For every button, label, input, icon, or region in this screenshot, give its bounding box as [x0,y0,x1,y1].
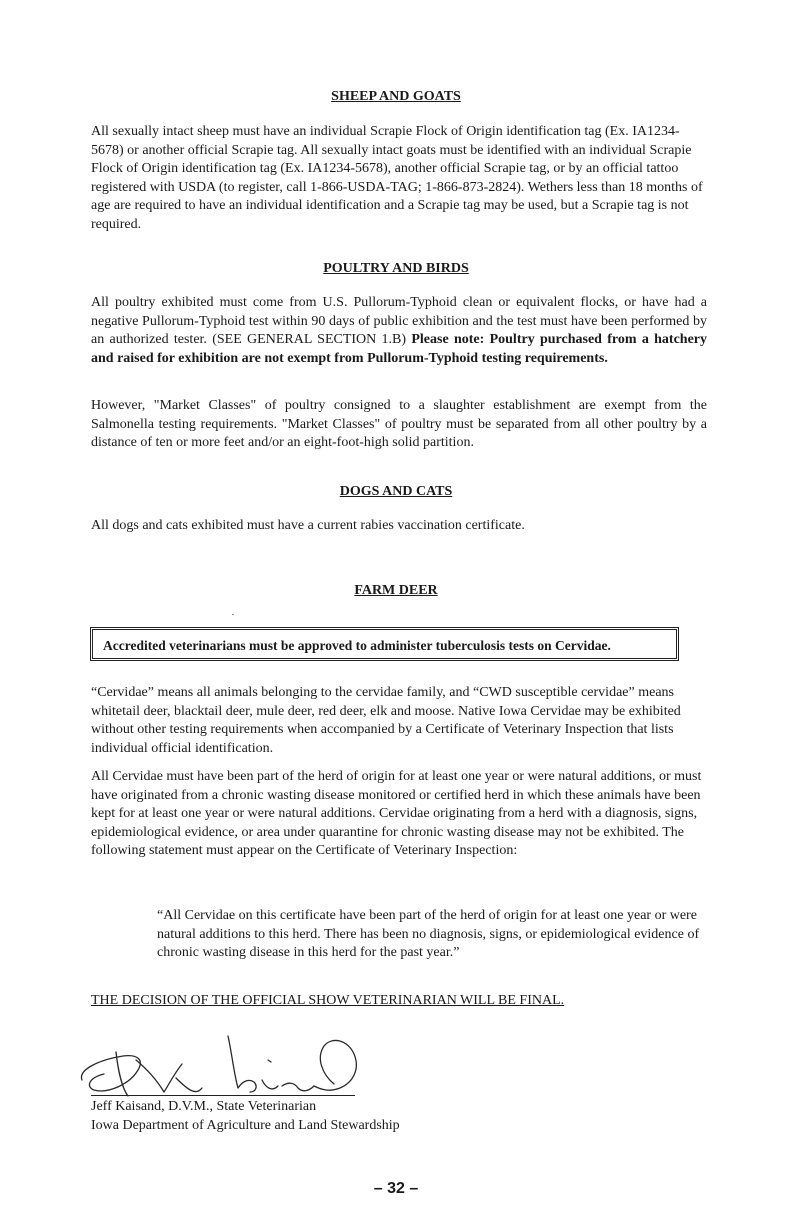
veterinarian-notice-box [90,627,679,661]
signer-name-title: Jeff Kaisand, D.V.M., State Veterinarian [91,1099,317,1114]
dogs-cats-paragraph: All dogs and cats exhibited must have a current rabies vaccination certificate. [91,518,525,533]
farm-deer-paragraph-2: All Cervidae must have been part of the herd of origin for at least one year or were natural additions, or must have originated from a chronic wasting disease monitored or certified herd in which these animals have been kept for at least one year or were natural additions. Cervidae originating from a herd with a diagnosis, signs, epidemiological evidence, or area under quarantine for chronic wasting disease may not be exhibited. The following statement must appear on the Certificate of Veterinary Inspection: [91,769,702,859]
final-decision-statement: THE DECISION OF THE OFFICIAL SHOW VETERINARIAN WILL BE FINAL. [91,993,565,1008]
poultry-paragraph-1-text: All poultry exhibited must come from U.S. Pullorum-Typhoid clean or equivalent flocks, or have had a negative Pullorum-Typhoid test within 90 days of public exhibition and the test must have been performed by an authorized tester. (SEE GENERAL SECTION 1.B) [91,295,707,348]
poultry-note-bold: Please note: Poultry purchased from a hatchery and raised for exhibition are not exempt from Pullorum-Typhoid testing requirements. [91,332,707,366]
section-title-farm-deer: FARM DEER [354,583,438,598]
farm-deer-paragraph-1: “Cervidae” means all animals belonging to the cervidae family, and “CWD susceptible cervidae” means whitetail deer, blacktail deer, mule deer, red deer, elk and moose. Native Iowa Cervidae may be exhibited without other testing requirements when accompanied by a Certificate of Veterinary Inspection that lists individual official identification. [91,685,681,756]
poultry-paragraph-1 [91,294,707,368]
signer-department: Iowa Department of Agriculture and Land Stewardship [91,1117,400,1133]
signer-block [91,1098,400,1135]
signature-line [91,1095,355,1096]
section-title-sheep-goats: SHEEP AND GOATS [331,89,461,104]
section-title-dogs-cats: DOGS AND CATS [339,484,453,499]
page-number: – 32 – [373,1180,419,1197]
poultry-paragraph-2: However, "Market Classes" of poultry consigned to a slaughter establishment are exempt from the Salmonella testing requirements. "Market Classes" of poultry must be separated from all other poultry by a distance of ten or more feet and/or an eight-foot-high solid partition. [91,398,707,451]
stray-mark [232,614,234,615]
sheep-goats-paragraph: All sexually intact sheep must have an individual Scrapie Flock of Origin identification tag (Ex. IA1234-5678) or another official Scrapie tag. All sexually intact goats must be identified with an individual Scrapie Flock of Origin identification tag (Ex. IA1234-5678), another official Scrapie tag, or by an official tattoo registered with USDA (to register, call 1-866-USDA-TAG; 1-866-873-2824). Wethers less than 18 months of age are required to have an individual identification and a Scrapie tag may be used, but a Scrapie tag is not required. [91,124,703,232]
handwritten-signature [78,1030,368,1102]
cervidae-certificate-statement: “All Cervidae on this certificate have been part of the herd of origin for at least one year or were natural additions to this herd. There has been no diagnosis, signs, or epidemiological evidence of chronic wasting disease in this herd for the past year.” [157,908,700,961]
veterinarian-notice-text: Accredited veterinarians must be approved to administer tuberculosis tests on Cervidae. [103,638,611,653]
section-title-poultry-birds: POULTRY AND BIRDS [323,261,469,276]
